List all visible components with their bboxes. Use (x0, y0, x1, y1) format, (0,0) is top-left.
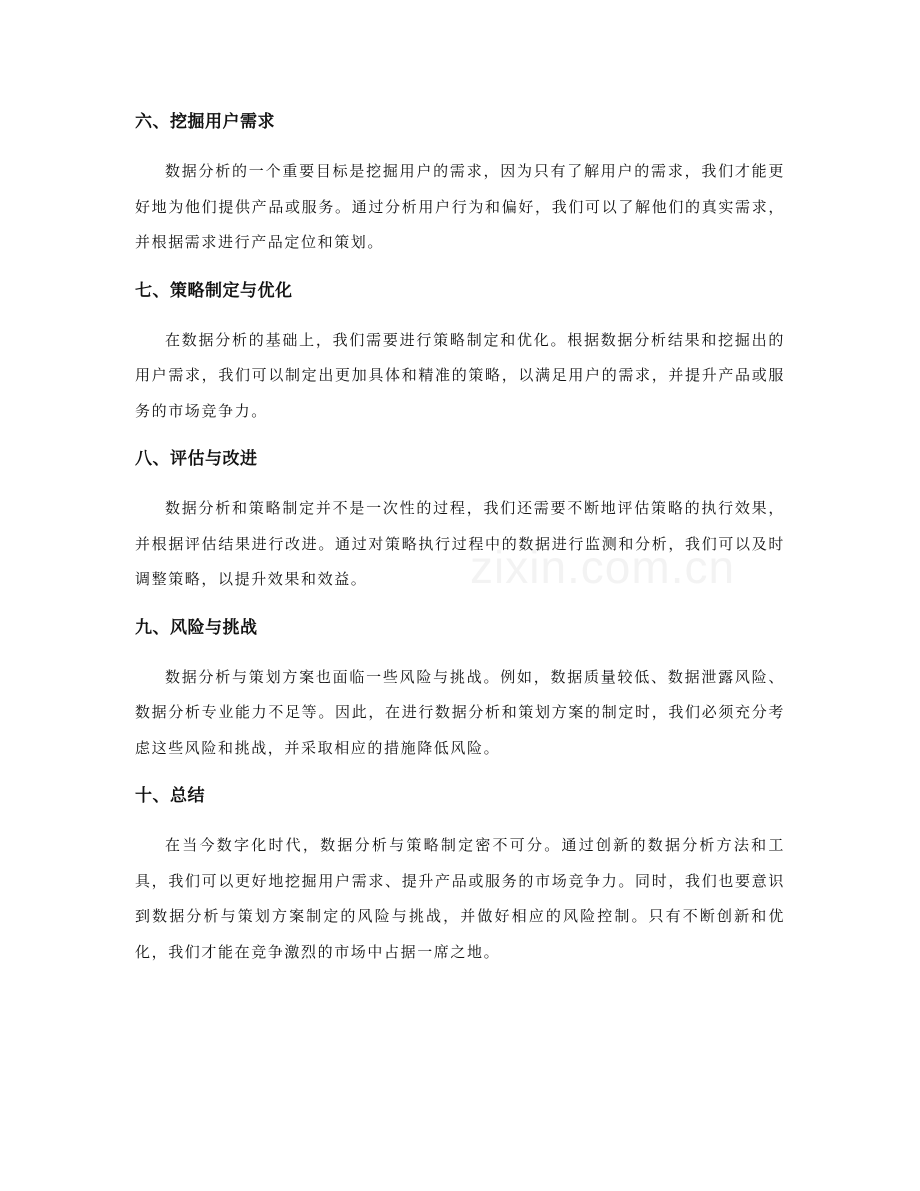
section-summary (135, 782, 785, 970)
section-heading: 九、风险与挑战 (135, 617, 258, 638)
section-paragraph: 数据分析和策略制定并不是一次性的过程，我们还需要不断地评估策略的执行效果，并根据评估结果进行改进。通过对策略执行过程中的数据进行监测和分析，我们可以及时调整策略，以提升效果和效益。 (135, 499, 785, 588)
section-paragraph: 数据分析与策划方案也面临一些风险与挑战。例如，数据质量较低、数据泄露风险、数据分析专业能力不足等。因此，在进行数据分析和策划方案的制定时，我们必须充分考虑这些风险和挑战，并采取相应的措施降低风险。 (135, 667, 785, 757)
section-paragraph: 在数据分析的基础上，我们需要进行策略制定和优化。根据数据分析结果和挖掘出的用户需求，我们可以制定出更加具体和精准的策略，以满足用户的需求，并提升产品或服务的市场竞争力。 (135, 330, 785, 420)
section-paragraph: 数据分析的一个重要目标是挖掘用户的需求，因为只有了解用户的需求，我们才能更好地为他们提供产品或服务。通过分析用户行为和偏好，我们可以了解他们的真实需求，并根据需求进行产品定位和策划。 (135, 162, 785, 251)
watermark: zixin.com.cn (470, 541, 736, 593)
section-user-needs (135, 108, 785, 261)
section-heading: 六、挖掘用户需求 (135, 112, 275, 132)
section-heading: 八、评估与改进 (135, 449, 258, 469)
document-body (135, 108, 785, 986)
section-risks (135, 614, 785, 767)
section-paragraph: 在当今数字化时代，数据分析与策略制定密不可分。通过创新的数据分析方法和工具，我们可以更好地挖掘用户需求、提升产品或服务的市场竞争力。同时，我们也要意识到数据分析与策划方案制定的风险与挑战，并做好相应的风险控制。只有不断创新和优化，我们才能在竞争激烈的市场中占据一席之地。 (135, 836, 785, 961)
section-heading: 十、总结 (135, 786, 205, 806)
section-strategy (135, 277, 785, 430)
section-heading: 七、策略制定与优化 (135, 280, 293, 301)
section-evaluation (135, 445, 785, 598)
